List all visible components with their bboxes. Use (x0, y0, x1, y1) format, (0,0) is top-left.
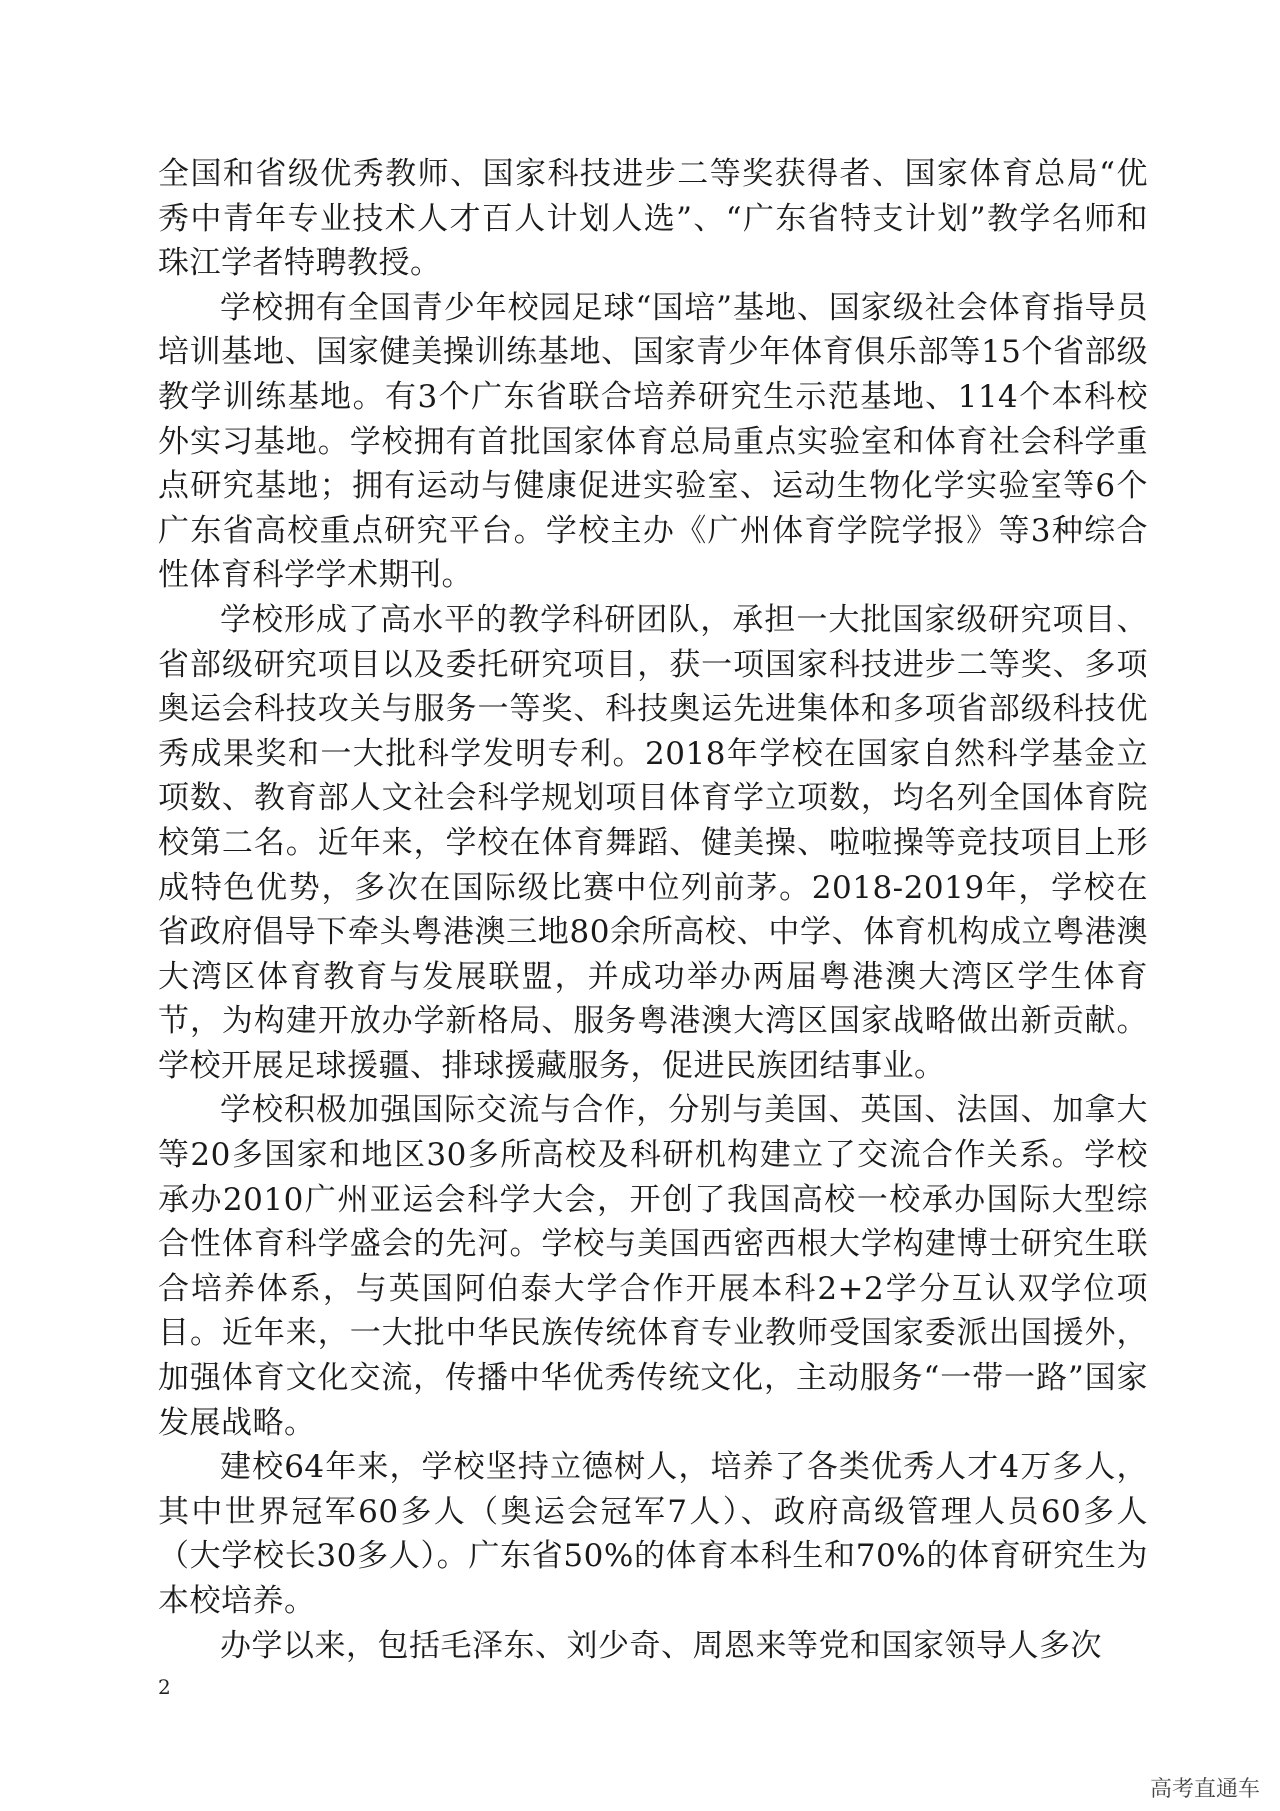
paragraph-3: 学校形成了高水平的教学科研团队，承担一大批国家级研究项目、省部级研究项目以及委托研究项目，获一项国家科技进步二等奖、多项奥运会科技攻关与服务一等奖、科技奥运先进集体和多项省部级科技优秀成果奖和一大批科学发明专利。2018年学校在国家自然科学基金立项数、教育部人文社会科学规划项目体育学立项数，均名列全国体育院校第二名。近年来，学校在体育舞蹈、健美操、啦啦操等竞技项目上形成特色优势，多次在国际级比赛中位列前茅。2018-2019年，学校在省政府倡导下牵头粤港澳三地80余所高校、中学、体育机构成立粤港澳大湾区体育教育与发展联盟，并成功举办两届粤港澳大湾区学生体育节，为构建开放办学新格局、服务粤港澳大湾区国家战略做出新贡献。学校开展足球援疆、排球援藏服务，促进民族团结事业。 (158, 601, 1148, 1084)
paragraph-1: 全国和省级优秀教师、国家科技进步二等奖获得者、国家体育总局“优秀中青年专业技术人才百人计划人选”、“广东省特支计划”教学名师和珠江学者特聘教授。 (158, 156, 1148, 282)
paragraph-4: 学校积极加强国际交流与合作，分别与美国、英国、法国、加拿大等20多国家和地区30多所高校及科研机构建立了交流合作关系。学校承办2010广州亚运会科学大会，开创了我国高校一校承办国际大型综合性体育科学盛会的先河。学校与美国西密西根大学构建博士研究生联合培养体系，与英国阿伯泰大学合作开展本科2+2学分互认双学位项目。近年来，一大批中华民族传统体育专业教师受国家委派出国援外，加强体育文化交流，传播中华优秀传统文化，主动服务“一带一路”国家发展战略。 (158, 1092, 1148, 1441)
paragraph-2: 学校拥有全国青少年校园足球“国培”基地、国家级社会体育指导员培训基地、国家健美操训练基地、国家青少年体育俱乐部等15个省部级教学训练基地。有3个广东省联合培养研究生示范基地、114个本科校外实习基地。学校拥有首批国家体育总局重点实验室和体育社会科学重点研究基地；拥有运动与健康促进实验室、运动生物化学实验室等6个广东省高校重点研究平台。学校主办《广州体育学院学报》等3种综合性体育科学学术期刊。 (158, 289, 1148, 594)
page-number: 2 (158, 1675, 171, 1699)
paragraph-5: 建校64年来，学校坚持立德树人，培养了各类优秀人才4万多人，其中世界冠军60多人（奥运会冠军7人）、政府高级管理人员60多人（大学校长30多人）。广东省50%的体育本科生和70%的体育研究生为本校培养。 (158, 1449, 1148, 1619)
watermark: 高考直通车 (1149, 1777, 1260, 1802)
paragraph-6: 办学以来，包括毛泽东、刘少奇、周恩来等党和国家领导人多次 (220, 1627, 1102, 1664)
document-body (158, 152, 1148, 1668)
